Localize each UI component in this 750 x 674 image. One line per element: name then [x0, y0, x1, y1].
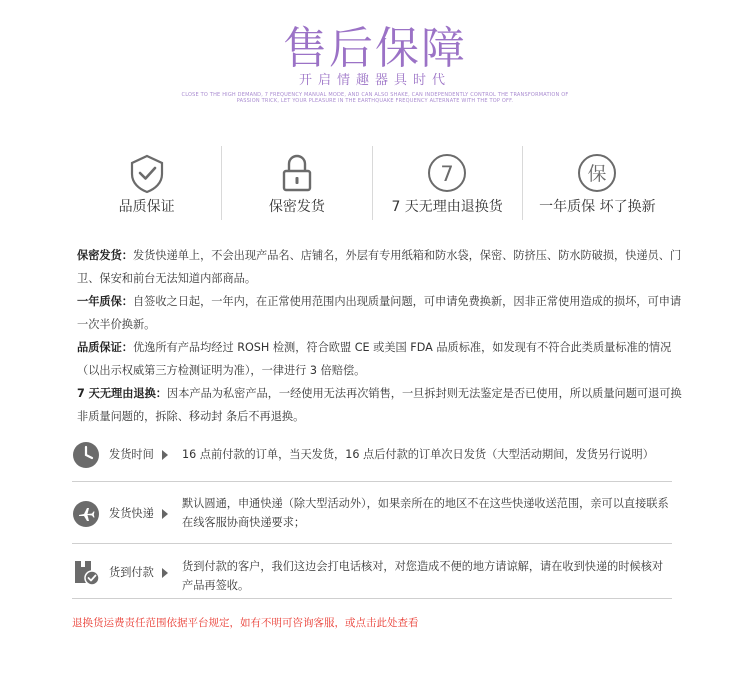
row-label: 货到付款 [109, 566, 154, 579]
row-text: 默认圆通，申通快递（除大型活动外），如果亲所在的地区不在这些快递收送范围，亲可以直接联系在线客服协商快递要求； [182, 497, 669, 529]
lock-icon [276, 152, 318, 194]
feature-label: 7 天无理由退换货 [391, 199, 503, 215]
policy-text: 优逸所有产品均经过 ROSH 检测，符合欧盟 CE 或美国 FDA 品质标准，如发现有不符合此类质量标准的情况（以出示权威第三方检测证明为准），一律进行 3 倍赔偿。 [77, 341, 672, 377]
policy-confidential [77, 244, 682, 290]
feature-label: 一年质保 坏了换新 [539, 199, 656, 215]
row-text: 货到付款的客户，我们这边会打电话核对，对您造成不便的地方请谅解，请在收到快递的时候核对产品再签收。 [182, 560, 664, 592]
feature-label: 品质保证 [118, 199, 175, 215]
policy-text: 发货快递单上，不会出现产品名、店铺名，外层有专用纸箱和防水袋，保密、防挤压、防水防破损，快递员、门卫、保安和前台无法知道内部商品。 [77, 249, 682, 285]
courier-row [72, 492, 672, 538]
arrow-right-icon [162, 568, 168, 578]
circle-bao-text: 保 [587, 163, 607, 185]
policy-text: 自签收之日起，一年内，在正常使用范围内出现质量问题，可申请免费换新，因非正常使用造成的损坏，可申请一次半价换新。 [77, 295, 682, 331]
policy-quality [77, 336, 682, 382]
english-tagline: CLOSE TO THE HIGH DEMAND, 7 FREQUENCY MANUAL MODE, AND CAN ALSO SHAKE, CAN INDEPENDENTLY CONTROL THE TRANSFORMATION OF PASSION TRICK, LET YOUR PLEASURE IN THE EARTHQUAKE FREQUENCY ALTERNATE WITH THE TOP OFF. [181, 92, 569, 104]
policy-title: 保密发货： [77, 249, 133, 262]
circle-seven-icon [426, 152, 468, 194]
policy-title: 品质保证： [77, 341, 133, 354]
policy-list [77, 244, 682, 428]
arrow-right-icon [162, 509, 168, 519]
policy-title: 一年质保： [77, 295, 133, 308]
row-text: 16 点前付款的订单，当天发货，16 点后付款的订单次日发货（大型活动期间，发货另行说明） [182, 448, 654, 461]
policy-text: 因本产品为私密产品，一经使用无法再次销售，一旦拆封则无法鉴定是否已使用，所以质量问题可退可换非质量问题的，拆除、移动封 条后不再退换。 [77, 387, 682, 423]
shield-check-icon [126, 152, 168, 194]
divider [72, 598, 672, 599]
divider [72, 481, 672, 482]
footer-notice-link[interactable]: 退换货运费责任范围依据平台规定，如有不明可咨询客服，或点击此处查看 [72, 617, 419, 629]
page-title: 售后保障 [283, 23, 467, 74]
cod-row [72, 553, 672, 597]
feature-confidential [221, 146, 371, 220]
feature-one-year-warranty [522, 146, 672, 220]
circle-seven-text: 7 [440, 162, 454, 186]
airplane-icon [72, 500, 100, 528]
circle-bao-icon [576, 152, 618, 194]
feature-strip [72, 146, 672, 220]
arrow-right-icon [162, 450, 168, 460]
policy-warranty [77, 290, 682, 336]
row-label: 发货快递 [109, 507, 154, 520]
feature-seven-day-return [372, 146, 522, 220]
page-subtitle: 开启情趣器具时代 [298, 73, 451, 88]
feature-label: 保密发货 [268, 199, 325, 215]
policy-title: 7 天无理由退换： [77, 387, 167, 400]
clock-icon [72, 441, 100, 469]
row-label: 发货时间 [109, 448, 154, 461]
package-check-icon [72, 558, 100, 586]
feature-quality [72, 146, 221, 220]
policy-return [77, 382, 682, 428]
shipping-time-row [72, 440, 672, 470]
divider [72, 543, 672, 544]
